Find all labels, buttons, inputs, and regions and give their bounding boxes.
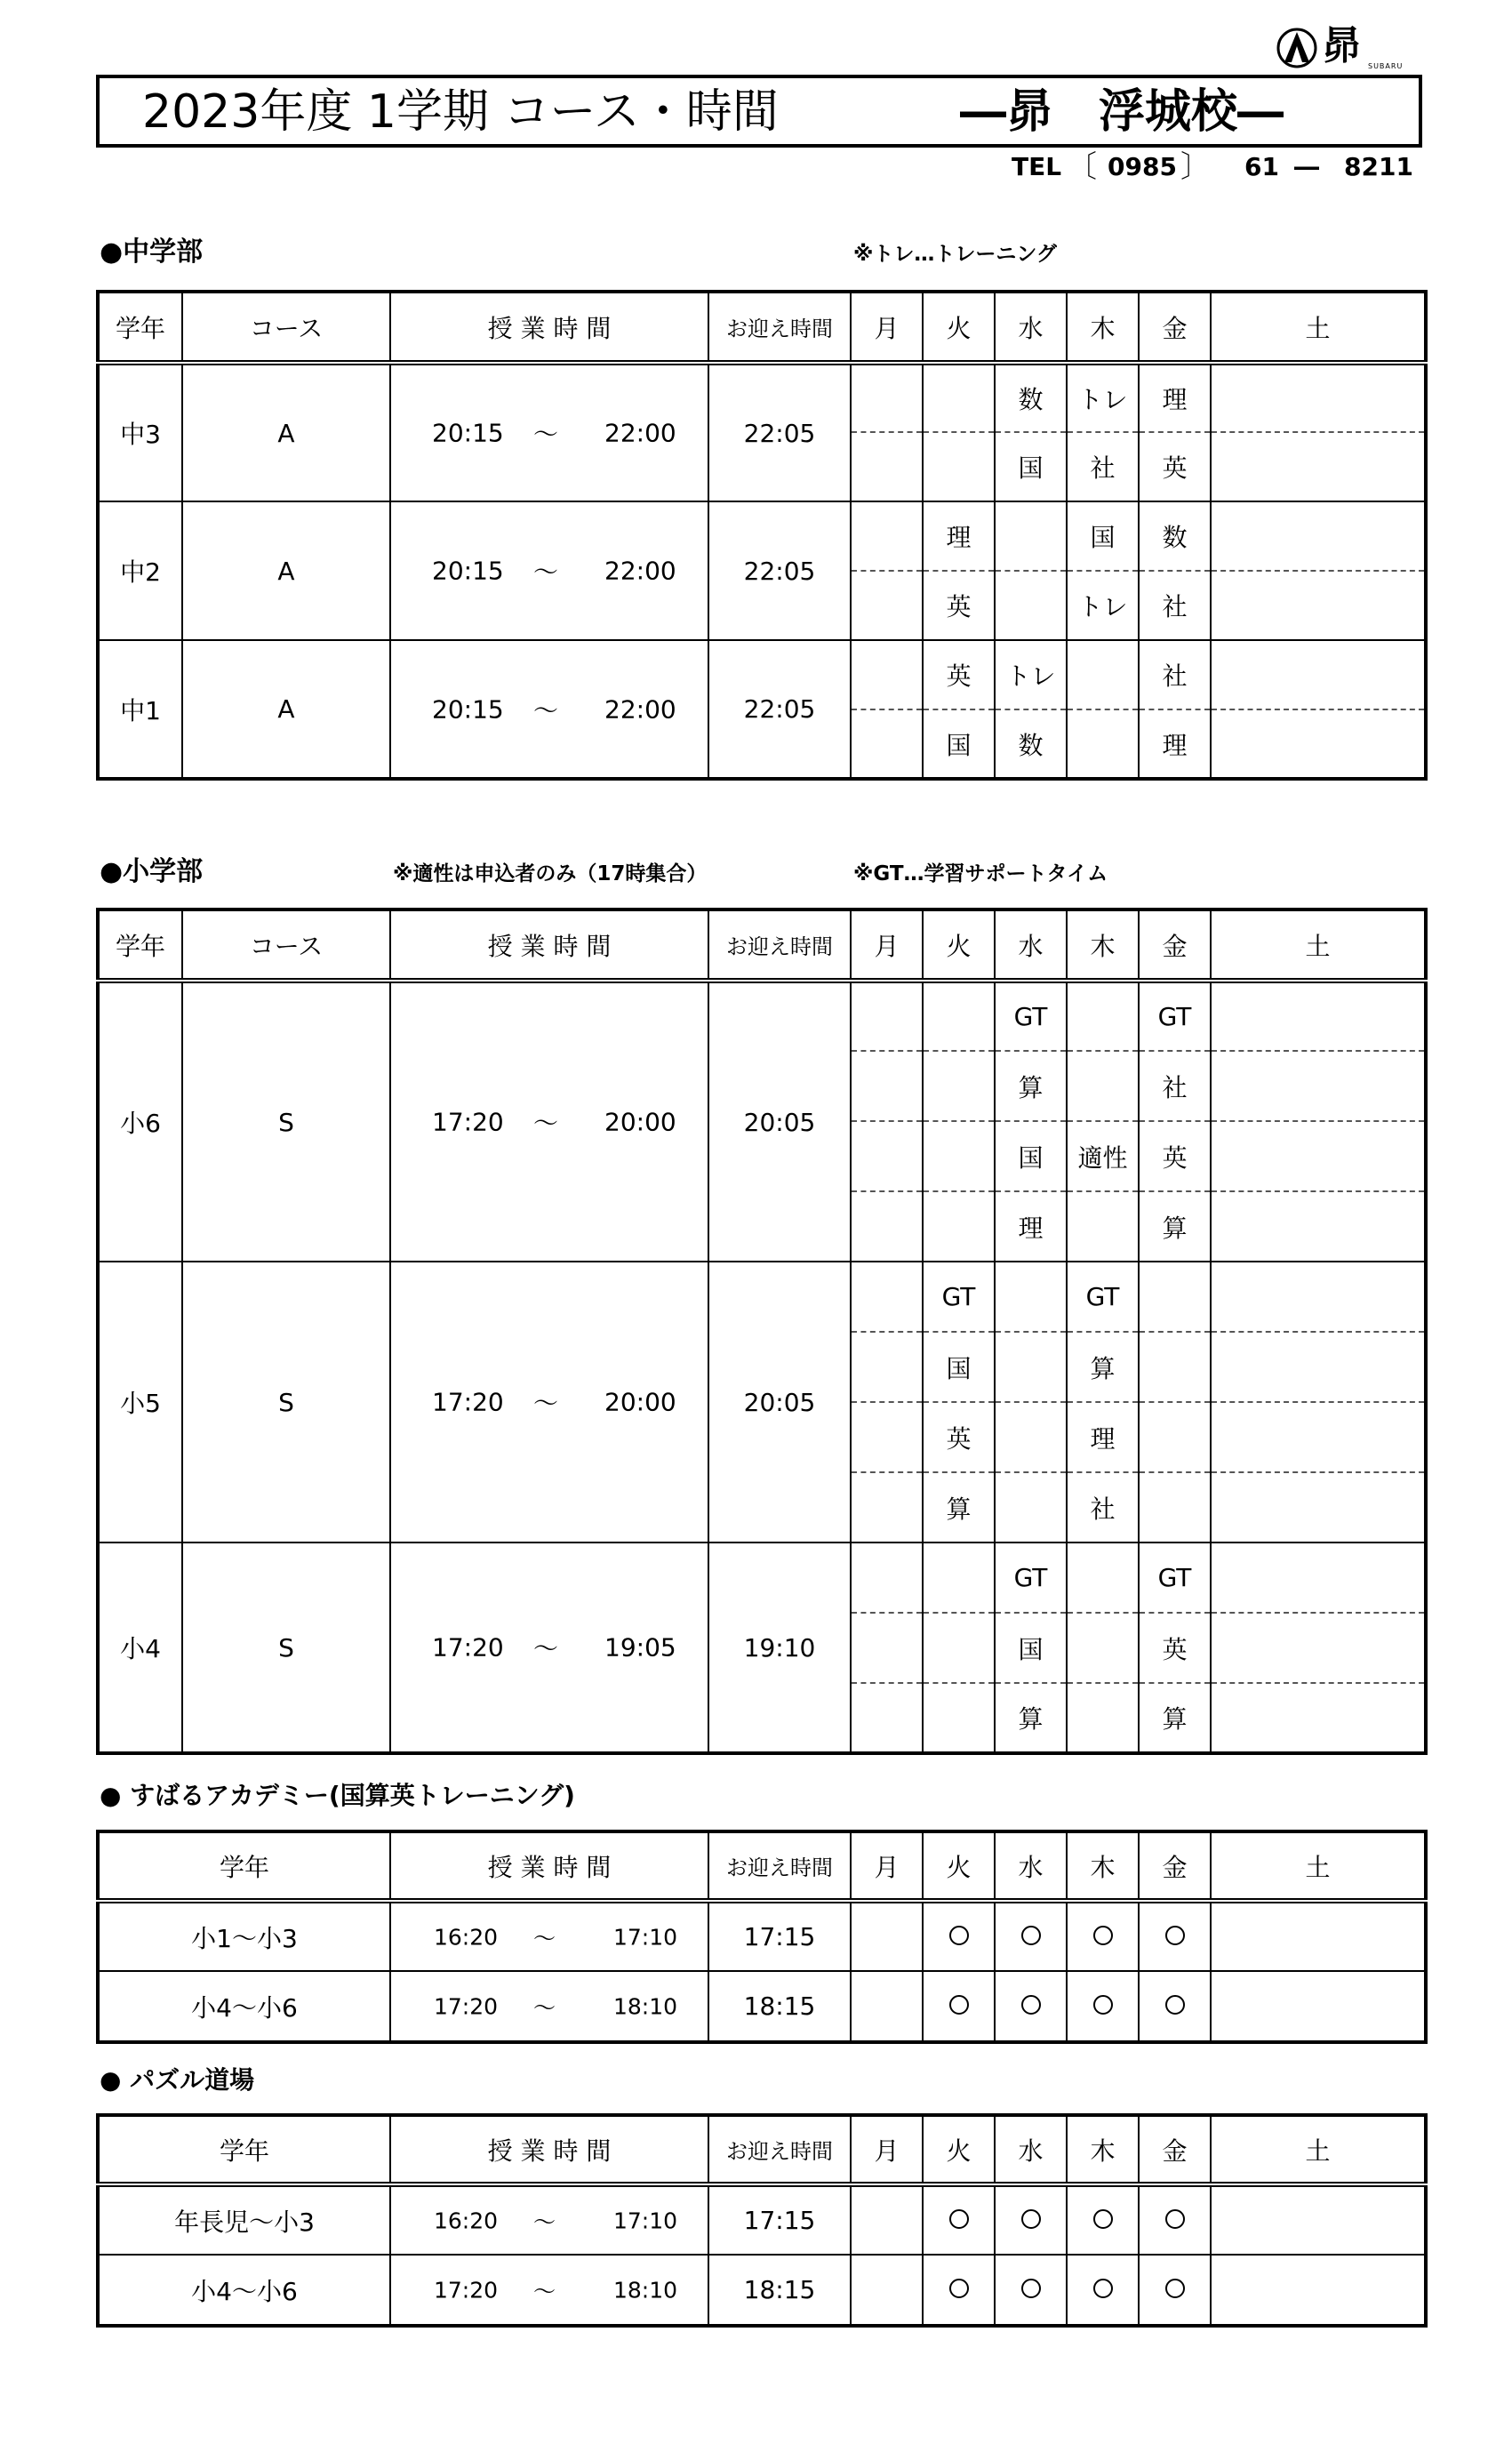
header-day: 水 (995, 292, 1067, 363)
subject-cell (1139, 1262, 1211, 1332)
day-cell (1211, 1971, 1426, 2042)
time-tilde: ～ (533, 1925, 556, 1951)
course-cell: A (182, 640, 390, 779)
lesson-end-time: 17:10 (613, 2208, 678, 2233)
course-cell: S (182, 1262, 390, 1543)
circle-mark-icon (949, 2279, 969, 2298)
grade-cell: 中1 (98, 640, 182, 779)
lesson-end-time: 19:05 (604, 1632, 676, 1663)
lesson-start-time: 20:15 (432, 694, 504, 724)
subject-cell (1067, 1543, 1139, 1613)
header-lesson-time: 授 業 時 間 (390, 1831, 708, 1901)
subject-cell (851, 709, 923, 779)
table-row (98, 2255, 1426, 2326)
table-row (98, 363, 1426, 432)
subject-cell: 理 (995, 1191, 1067, 1262)
pickup-time-cell: 22:05 (708, 363, 851, 501)
subject-cell: 英 (923, 640, 995, 709)
subject-cell: 算 (1139, 1683, 1211, 1753)
subject-cell: 社 (1139, 1051, 1211, 1121)
day-cell (923, 1901, 995, 1971)
lesson-end-time: 22:00 (604, 694, 676, 724)
day-cell (851, 1971, 923, 2042)
course-cell: S (182, 1543, 390, 1753)
grade-range-cell: 年長児～小3 (98, 2184, 390, 2255)
subject-cell (851, 501, 923, 571)
header-course: コース (182, 909, 390, 981)
puzzle-heading: ● パズル道場 (100, 2065, 255, 2095)
subject-cell (995, 571, 1067, 640)
subject-cell (923, 363, 995, 432)
header-pickup-time: お迎え時間 (708, 2115, 851, 2184)
logo-mark-icon (1276, 27, 1318, 69)
subject-cell (923, 1121, 995, 1191)
table-row (98, 1262, 1426, 1332)
subject-cell (851, 1543, 923, 1613)
subject-cell: 社 (1139, 640, 1211, 709)
circle-mark-icon (1093, 1995, 1113, 2015)
pickup-time-cell: 22:05 (708, 640, 851, 779)
table-header-row (98, 292, 1426, 363)
lesson-time-cell (390, 2255, 708, 2326)
subject-cell (851, 1191, 923, 1262)
grade-cell: 中2 (98, 501, 182, 640)
header-pickup-time: お迎え時間 (708, 292, 851, 363)
subject-cell (1067, 1613, 1139, 1683)
lesson-end-time: 18:10 (613, 2277, 678, 2303)
subject-cell: 国 (923, 709, 995, 779)
school-logo (1276, 23, 1427, 73)
header-grade: 学年 (98, 2115, 390, 2184)
subject-cell (1211, 640, 1426, 709)
lesson-start-time: 20:15 (432, 556, 504, 586)
lesson-start-time: 20:15 (432, 418, 504, 448)
circle-mark-icon (1165, 1995, 1185, 2015)
grade-cell: 中3 (98, 363, 182, 501)
header-day: 木 (1067, 909, 1139, 981)
subject-cell: トレ (1067, 571, 1139, 640)
subject-cell (1211, 501, 1426, 571)
subject-cell (1211, 1472, 1426, 1543)
subject-cell (1067, 1683, 1139, 1753)
day-cell (1067, 1971, 1139, 2042)
subject-cell: 社 (1067, 1472, 1139, 1543)
subject-cell: 算 (1139, 1191, 1211, 1262)
table-row (98, 1543, 1426, 1613)
lesson-time-cell (390, 640, 708, 779)
time-tilde: ～ (533, 1389, 559, 1418)
subject-cell (851, 571, 923, 640)
header-day: 金 (1139, 909, 1211, 981)
day-cell (995, 2255, 1067, 2326)
time-tilde: ～ (533, 695, 559, 725)
grade-cell: 小6 (98, 981, 182, 1262)
junior-note: ※トレ…トレーニング (853, 243, 1057, 266)
subject-cell: 国 (995, 1121, 1067, 1191)
lesson-time-cell (390, 981, 708, 1262)
time-tilde: ～ (533, 557, 559, 587)
elementary-heading: ●小学部 (100, 856, 204, 887)
subject-cell (1139, 1472, 1211, 1543)
logo-kanji: 昴 (1322, 23, 1361, 68)
subject-cell: 英 (1139, 432, 1211, 501)
subject-cell: 英 (1139, 1613, 1211, 1683)
subject-cell: 英 (923, 1402, 995, 1472)
subject-cell: 算 (1067, 1332, 1139, 1402)
day-cell (1211, 2255, 1426, 2326)
header-pickup-time: お迎え時間 (708, 1831, 851, 1901)
subject-cell (1211, 1683, 1426, 1753)
subject-cell (851, 981, 923, 1051)
grade-range-cell: 小1～小3 (98, 1901, 390, 1971)
pickup-time-cell: 17:15 (708, 1901, 851, 1971)
lesson-end-time: 20:00 (604, 1107, 676, 1137)
table-header-row (98, 909, 1426, 981)
lesson-time-cell (390, 1901, 708, 1971)
circle-mark-icon (1165, 2279, 1185, 2298)
header-day: 金 (1139, 292, 1211, 363)
day-cell (1139, 1971, 1211, 2042)
day-cell (851, 2255, 923, 2326)
subject-cell: 社 (1067, 432, 1139, 501)
subject-cell: 国 (995, 432, 1067, 501)
pickup-time-cell: 19:10 (708, 1543, 851, 1753)
subject-cell (1211, 1332, 1426, 1402)
academy-heading: ● すばるアカデミー(国算英トレーニング) (100, 1781, 575, 1810)
subject-cell (1211, 1262, 1426, 1332)
course-cell: A (182, 501, 390, 640)
subject-cell (851, 1472, 923, 1543)
lesson-start-time: 17:20 (432, 1632, 504, 1663)
subject-cell (851, 1402, 923, 1472)
subject-cell: 算 (995, 1051, 1067, 1121)
header-day: 火 (923, 2115, 995, 2184)
subject-cell: 理 (1067, 1402, 1139, 1472)
lesson-start-time: 17:20 (434, 1993, 499, 2019)
header-day: 月 (851, 292, 923, 363)
header-day: 火 (923, 909, 995, 981)
subject-cell (851, 1121, 923, 1191)
subject-cell: 理 (923, 501, 995, 571)
circle-mark-icon (1021, 2279, 1041, 2298)
lesson-end-time: 18:10 (613, 1993, 678, 2019)
day-cell (995, 1901, 1067, 1971)
school-name: ―昴 浮城校― (960, 85, 1284, 139)
tel-number: 8211 (1344, 152, 1413, 181)
subject-cell (1211, 981, 1426, 1051)
circle-mark-icon (1165, 2209, 1185, 2229)
day-cell (1139, 2255, 1211, 2326)
subject-cell (1211, 1051, 1426, 1121)
pickup-time-cell: 20:05 (708, 1262, 851, 1543)
day-cell (1211, 1901, 1426, 1971)
subject-cell (923, 1191, 995, 1262)
subject-cell (1211, 1613, 1426, 1683)
header-day: 水 (995, 1831, 1067, 1901)
table-row (98, 2184, 1426, 2255)
subject-cell (851, 1262, 923, 1332)
grade-range-cell: 小4～小6 (98, 2255, 390, 2326)
subject-cell (995, 1402, 1067, 1472)
subject-cell (995, 1472, 1067, 1543)
day-cell (923, 2255, 995, 2326)
academy-schedule-table (96, 1830, 1428, 2044)
subject-cell (923, 1543, 995, 1613)
subject-cell: GT (995, 981, 1067, 1051)
pickup-time-cell: 18:15 (708, 2255, 851, 2326)
subject-cell (923, 1613, 995, 1683)
lesson-time-cell (390, 2184, 708, 2255)
subject-cell (1211, 363, 1426, 432)
grade-cell: 小5 (98, 1262, 182, 1543)
subject-cell (1211, 432, 1426, 501)
lesson-time-cell (390, 1543, 708, 1753)
subject-cell (851, 363, 923, 432)
lesson-time-cell (390, 1971, 708, 2042)
pickup-time-cell: 17:15 (708, 2184, 851, 2255)
subject-cell: トレ (995, 640, 1067, 709)
subject-cell: GT (923, 1262, 995, 1332)
subject-cell: GT (1139, 1543, 1211, 1613)
table-row (98, 1971, 1426, 2042)
lesson-time-cell (390, 501, 708, 640)
junior-heading: ●中学部 (100, 236, 204, 268)
subject-cell (1211, 571, 1426, 640)
subject-cell: トレ (1067, 363, 1139, 432)
tel-exchange: 61 (1244, 152, 1279, 181)
time-tilde: ～ (533, 2208, 556, 2235)
header-lesson-time: 授 業 時 間 (390, 2115, 708, 2184)
subject-cell (923, 432, 995, 501)
elementary-schedule-table (96, 908, 1428, 1755)
circle-mark-icon (1165, 1926, 1185, 1945)
circle-mark-icon (1093, 2209, 1113, 2229)
tel-paren-open: 〔 (1067, 149, 1097, 185)
pickup-time-cell: 22:05 (708, 501, 851, 640)
tel-label: TEL (1012, 152, 1062, 181)
subject-cell: 理 (1139, 363, 1211, 432)
subject-cell: GT (1139, 981, 1211, 1051)
circle-mark-icon (949, 1926, 969, 1945)
header-lesson-time: 授 業 時 間 (390, 909, 708, 981)
subject-cell: 国 (1067, 501, 1139, 571)
lesson-end-time: 17:10 (613, 1924, 678, 1950)
lesson-time-cell (390, 363, 708, 501)
subject-cell: 英 (1139, 1121, 1211, 1191)
table-row (98, 501, 1426, 571)
subject-cell (1211, 1543, 1426, 1613)
header-day: 月 (851, 2115, 923, 2184)
subject-cell (851, 1332, 923, 1402)
time-tilde: ～ (533, 2278, 556, 2304)
subject-cell: 社 (1139, 571, 1211, 640)
subject-cell: 英 (923, 571, 995, 640)
table-row (98, 640, 1426, 709)
header-day: 金 (1139, 1831, 1211, 1901)
course-cell: S (182, 981, 390, 1262)
subject-cell: 数 (1139, 501, 1211, 571)
subject-cell: GT (995, 1543, 1067, 1613)
elementary-note-gt: ※GT…学習サポートタイム (853, 862, 1108, 885)
junior-schedule-table (96, 290, 1428, 781)
course-cell: A (182, 363, 390, 501)
subject-cell (1139, 1332, 1211, 1402)
title-box (96, 75, 1422, 148)
table-header-row (98, 2115, 1426, 2184)
header-day: 金 (1139, 2115, 1211, 2184)
header-day: 水 (995, 909, 1067, 981)
subject-cell (1211, 1402, 1426, 1472)
header-day: 土 (1211, 2115, 1426, 2184)
subject-cell (1067, 981, 1139, 1051)
subject-cell (1211, 709, 1426, 779)
day-cell (851, 1901, 923, 1971)
time-tilde: ～ (533, 1109, 559, 1138)
header-course: コース (182, 292, 390, 363)
header-day: 火 (923, 292, 995, 363)
pickup-time-cell: 20:05 (708, 981, 851, 1262)
tel-paren-close: 〕 (1180, 149, 1211, 185)
circle-mark-icon (1021, 2209, 1041, 2229)
header-day: 土 (1211, 292, 1426, 363)
lesson-end-time: 22:00 (604, 556, 676, 586)
subject-cell (1067, 1051, 1139, 1121)
subject-cell (995, 1332, 1067, 1402)
header-grade: 学年 (98, 1831, 390, 1901)
circle-mark-icon (1093, 1926, 1113, 1945)
subject-cell: 国 (923, 1332, 995, 1402)
subject-cell (1067, 709, 1139, 779)
subject-cell: 算 (923, 1472, 995, 1543)
subject-cell (923, 1683, 995, 1753)
lesson-start-time: 17:20 (434, 2277, 499, 2303)
subject-cell (1067, 1191, 1139, 1262)
table-row (98, 981, 1426, 1051)
subject-cell (851, 1613, 923, 1683)
subject-cell (1211, 1121, 1426, 1191)
header-day: 月 (851, 1831, 923, 1901)
pickup-time-cell: 18:15 (708, 1971, 851, 2042)
subject-cell: 数 (995, 709, 1067, 779)
subject-cell: 算 (995, 1683, 1067, 1753)
logo-subtext: SUBARU (1368, 62, 1404, 70)
subject-cell (851, 640, 923, 709)
circle-mark-icon (1021, 1995, 1041, 2015)
circle-mark-icon (1093, 2279, 1113, 2298)
subject-cell: 適性 (1067, 1121, 1139, 1191)
day-cell (1139, 1901, 1211, 1971)
subject-cell (1067, 640, 1139, 709)
subject-cell (851, 1051, 923, 1121)
subject-cell (995, 1262, 1067, 1332)
subject-cell: GT (1067, 1262, 1139, 1332)
header-day: 月 (851, 909, 923, 981)
subject-cell (1139, 1402, 1211, 1472)
subject-cell: 国 (995, 1613, 1067, 1683)
puzzle-schedule-table (96, 2113, 1428, 2328)
tel-dash: ― (1294, 152, 1319, 181)
table-row (98, 1901, 1426, 1971)
day-cell (1211, 2184, 1426, 2255)
subject-cell (851, 432, 923, 501)
header-day: 土 (1211, 1831, 1426, 1901)
subject-cell (923, 1051, 995, 1121)
subject-cell (995, 501, 1067, 571)
header-day: 木 (1067, 1831, 1139, 1901)
lesson-start-time: 17:20 (432, 1107, 504, 1137)
tel-area-code: 0985 (1108, 152, 1177, 181)
elementary-note-aptitude: ※適性は申込者のみ（17時集合） (393, 862, 708, 885)
day-cell (1139, 2184, 1211, 2255)
day-cell (923, 1971, 995, 2042)
time-tilde: ～ (533, 1994, 556, 2021)
day-cell (1067, 2184, 1139, 2255)
header-lesson-time: 授 業 時 間 (390, 292, 708, 363)
grade-range-cell: 小4～小6 (98, 1971, 390, 2042)
subject-cell (851, 1683, 923, 1753)
header-day: 木 (1067, 292, 1139, 363)
lesson-start-time: 16:20 (434, 2208, 499, 2233)
time-tilde: ～ (533, 420, 559, 449)
subject-cell: 理 (1139, 709, 1211, 779)
circle-mark-icon (949, 1995, 969, 2015)
subject-cell (1211, 1191, 1426, 1262)
day-cell (923, 2184, 995, 2255)
page-title: 2023年度 1学期 コース・時間 (142, 85, 779, 139)
header-grade: 学年 (98, 909, 182, 981)
table-header-row (98, 1831, 1426, 1901)
grade-cell: 小4 (98, 1543, 182, 1753)
day-cell (995, 2184, 1067, 2255)
header-day: 土 (1211, 909, 1426, 981)
header-day: 木 (1067, 2115, 1139, 2184)
circle-mark-icon (949, 2209, 969, 2229)
header-grade: 学年 (98, 292, 182, 363)
header-day: 火 (923, 1831, 995, 1901)
day-cell (995, 1971, 1067, 2042)
lesson-time-cell (390, 1262, 708, 1543)
day-cell (1067, 2255, 1139, 2326)
subject-cell (923, 981, 995, 1051)
subject-cell: 数 (995, 363, 1067, 432)
lesson-start-time: 16:20 (434, 1924, 499, 1950)
day-cell (1067, 1901, 1139, 1971)
day-cell (851, 2184, 923, 2255)
lesson-start-time: 17:20 (432, 1387, 504, 1417)
lesson-end-time: 22:00 (604, 418, 676, 448)
lesson-end-time: 20:00 (604, 1387, 676, 1417)
header-pickup-time: お迎え時間 (708, 909, 851, 981)
header-day: 水 (995, 2115, 1067, 2184)
time-tilde: ～ (533, 1634, 559, 1663)
circle-mark-icon (1021, 1926, 1041, 1945)
